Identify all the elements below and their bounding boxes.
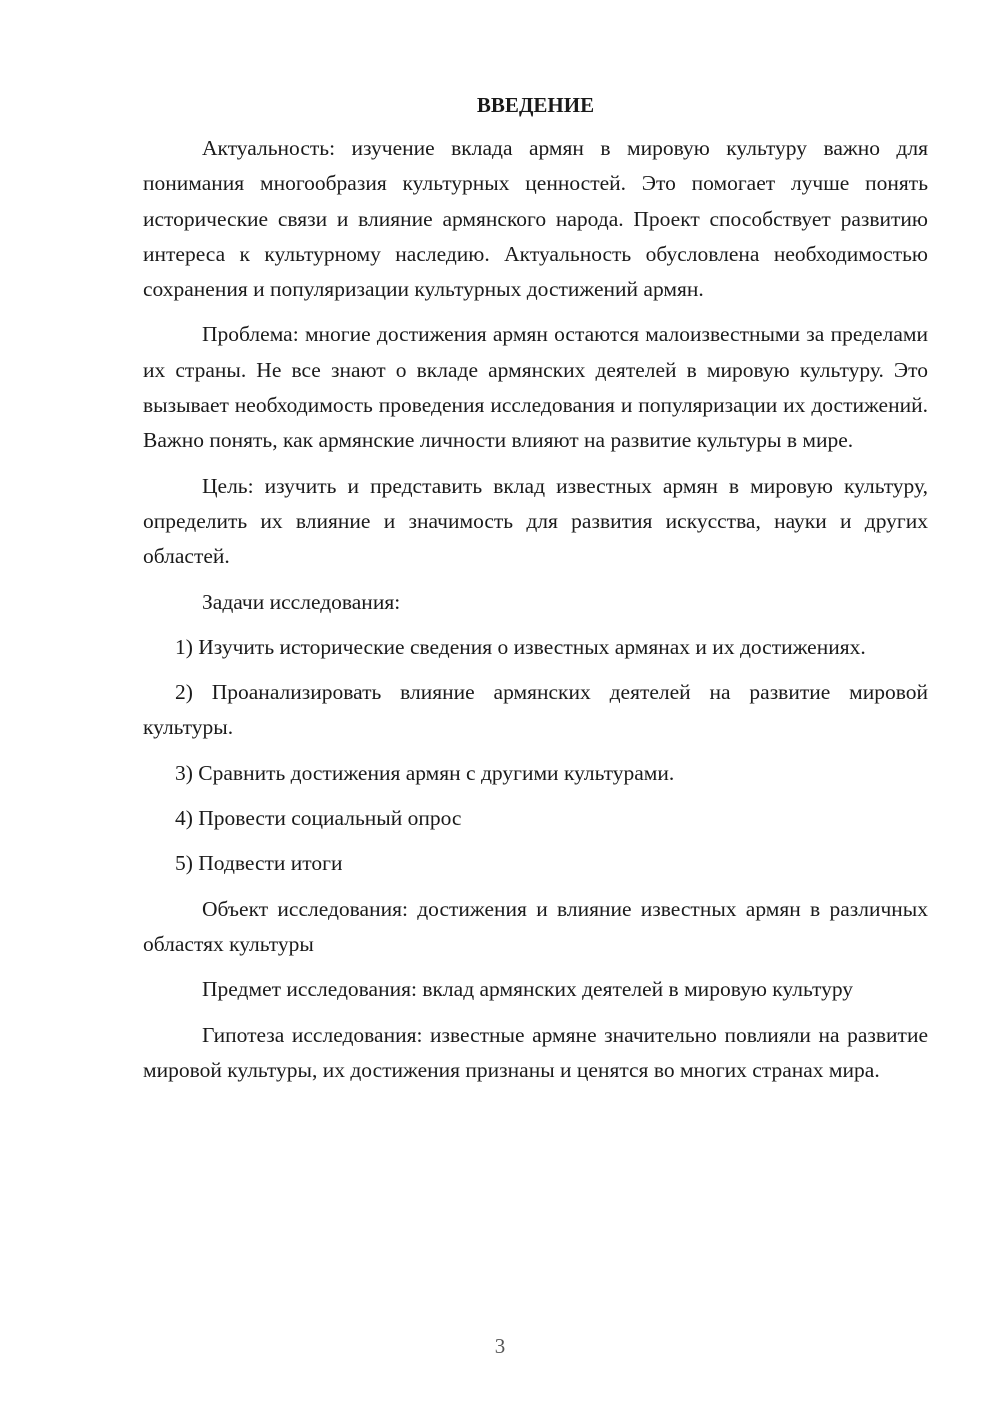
subject-paragraph: Предмет исследования: вклад армянских деятелей в мировую культуру [202, 977, 854, 1002]
task-item-3: 3) Сравнить достижения армян с другими культурами. [175, 760, 675, 785]
task-item-2: 2) Проанализировать влияние армянских деятелей на развитие мировой культуры. [143, 680, 928, 740]
task-item-5: 5) Подвести итоги [175, 851, 343, 876]
problem-paragraph: Проблема: многие достижения армян остаются малоизвестными за пределами их страны. Не все знают о вкладе армянских деятелей в мировую культуру. Это вызывает необходимость проведения исследования и популяризации их достижений. Важно понять, как армянские личности влияют на развитие культуры в мире. [143, 322, 928, 453]
document-page [143, 92, 928, 1098]
hypothesis-paragraph: Гипотеза исследования: известные армяне значительно повлияли на развитие мировой культуры, их достижения признаны и ценятся во многих странах мира. [143, 1022, 928, 1082]
section-title: ВВЕДЕНИЕ [476, 93, 595, 117]
page-number: 3 [494, 1334, 506, 1358]
tasks-heading: Задачи исследования: [202, 589, 401, 614]
goal-paragraph: Цель: изучить и представить вклад известных армян в мировую культуру, определить их влияние и значимость для развития искусства, науки и других областей. [143, 473, 928, 569]
task-item-1: 1) Изучить исторические сведения о известных армянах и их достижениях. [175, 634, 866, 659]
task-item-4: 4) Провести социальный опрос [175, 806, 462, 831]
relevance-paragraph: Актуальность: изучение вклада армян в мировую культуру важно для понимания многообразия культурных ценностей. Это помогает лучше понять исторические связи и влияние армянского народа. Проект способствует развитию интереса к культурному наследию. Актуальность обусловлена необходимостью сохранения и популяризации культурных достижений армян. [143, 136, 928, 302]
object-paragraph: Объект исследования: достижения и влияние известных армян в различных областях культуры [143, 896, 928, 956]
